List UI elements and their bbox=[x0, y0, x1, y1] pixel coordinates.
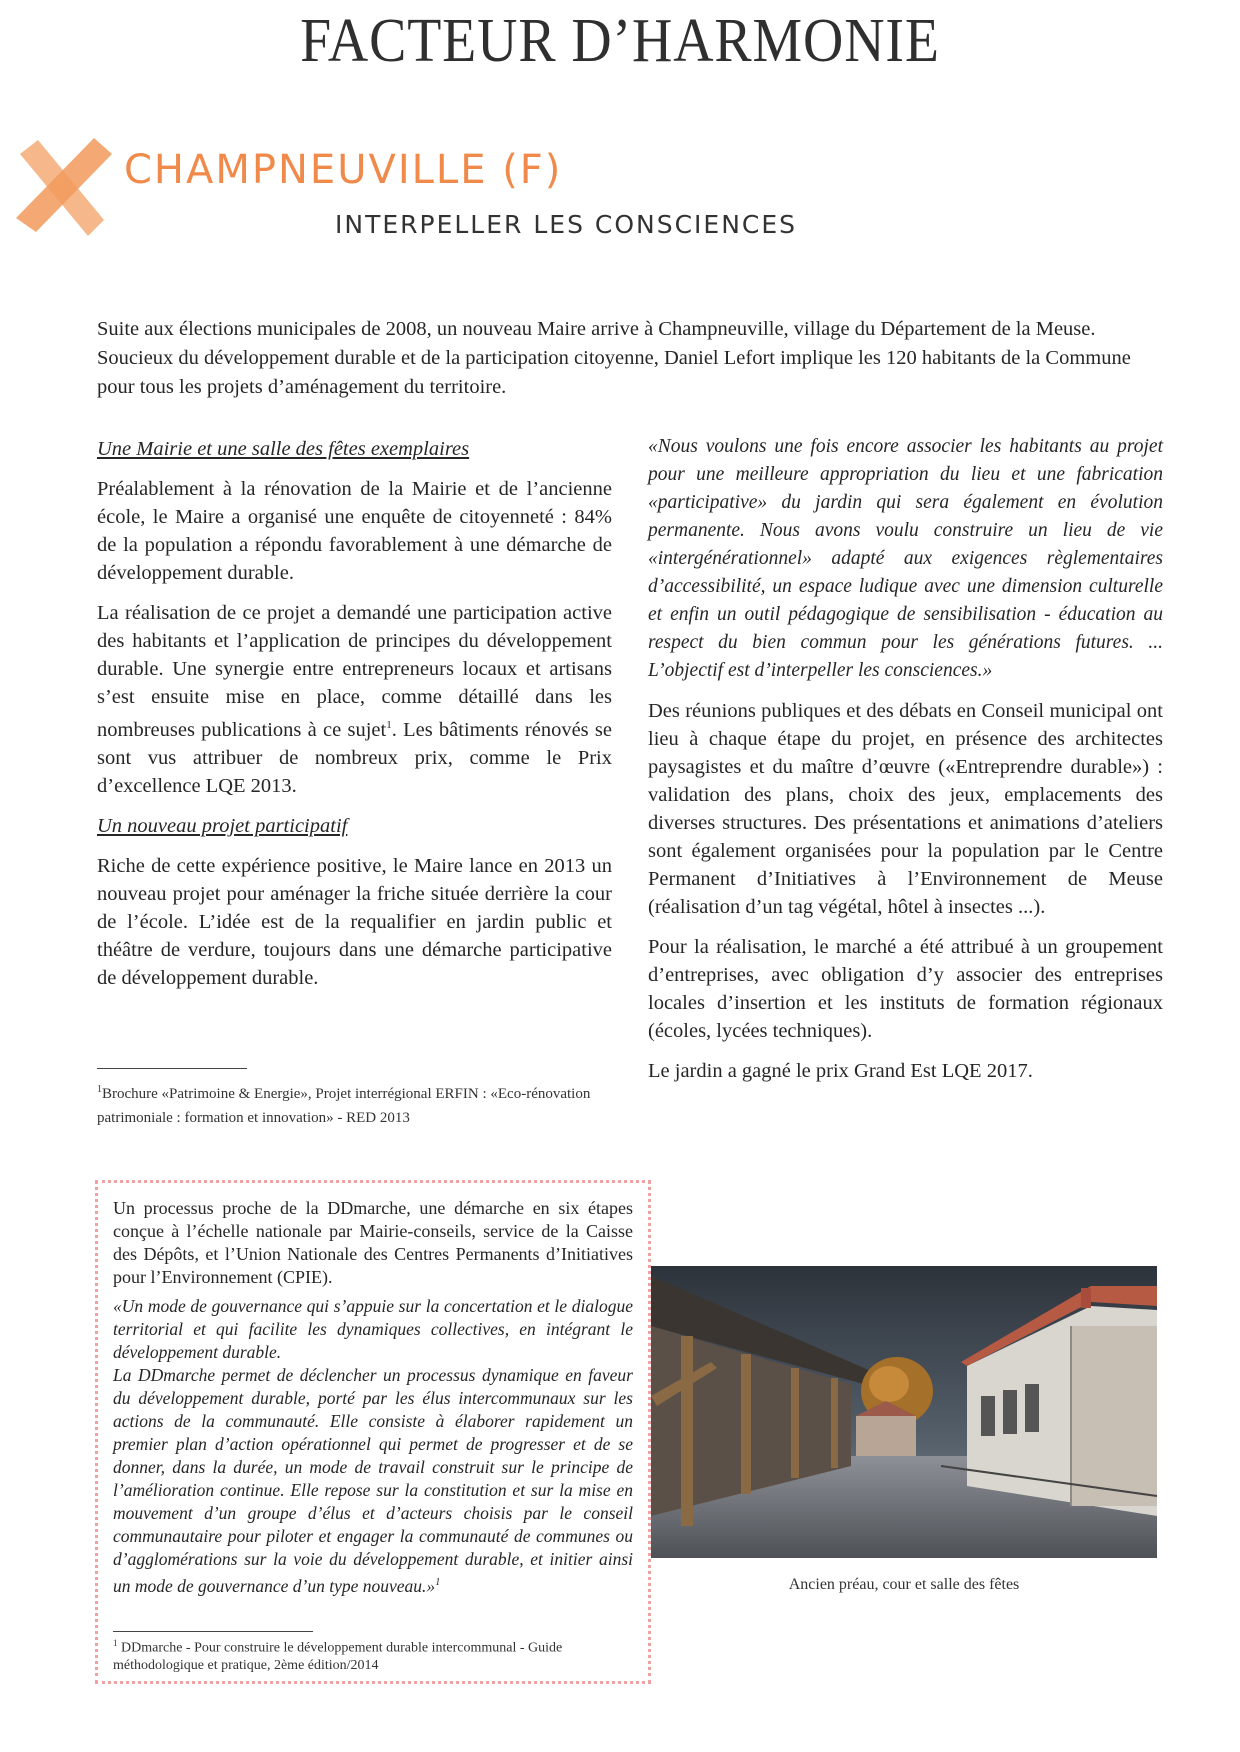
courtyard-photo bbox=[651, 1266, 1157, 1558]
ddmarche-box bbox=[95, 1180, 651, 1684]
footnote-text: DDmarche - Pour construire le développement durable intercommunal - Guide méthodologique et pratique, 2ème édition/2014 bbox=[113, 1640, 563, 1673]
footnote-text: Brochure «Patrimoine & Energie», Projet interrégional ERFIN : «Eco-rénovation patrimoniale : formation et innovation» - RED 2013 bbox=[97, 1086, 591, 1126]
section-heading: Une Mairie et une salle des fêtes exemplaires bbox=[97, 438, 470, 460]
footnote bbox=[97, 1078, 617, 1130]
orange-cross-icon bbox=[8, 132, 118, 242]
article-title: CHAMPNEUVILLE (F) bbox=[124, 147, 563, 193]
box-footnote-divider bbox=[113, 1631, 313, 1632]
left-column bbox=[97, 435, 612, 1004]
footnote-ref: 1 bbox=[386, 719, 392, 731]
box-quote bbox=[113, 1364, 633, 1598]
paragraph: Riche de cette expérience positive, le Maire lance en 2013 un nouveau projet pour aménager la friche située derrière la cour de l’école. L’idée est de la requalifier en jardin public et théâtre de verdure, toujours dans une démarche participative de développement durable. bbox=[97, 854, 612, 989]
footnote-number: 1 bbox=[113, 1638, 118, 1648]
masthead-title: FACTEUR D’HARMONIE bbox=[300, 7, 940, 75]
paragraph-text: La réalisation de ce projet a demandé une participation active des habitants et l’application de principes du développement durable. Une synergie entre entrepreneurs locaux et artisans s’est ensuite mise en place, comme détaillé dans les nombreuses publications à ce sujet bbox=[97, 602, 612, 741]
ddmarche-box-content bbox=[113, 1197, 633, 1604]
footnote-ref: 1 bbox=[435, 1577, 441, 1588]
paragraph: Pour la réalisation, le marché a été attribué à un groupement d’entreprises, avec obligation d’y associer des entreprises locales d’insertion et les instituts de formation régionaux (écoles, lycées techniques). bbox=[648, 936, 1163, 1042]
box-footnote bbox=[113, 1635, 633, 1674]
mayor-quote: «Nous voulons une fois encore associer les habitants au projet pour une meilleure appropriation du lieu et une fabrication «participative» du jardin qui sera également en évolution permanente. Nous avons voulu construire un lieu de vie «intergénérationnel» adapté aux exigences règlementaires d’accessibilité, un espace ludique avec une dimension culturelle et enfin un outil pédagogique de sensibilisation - éducation au respect du bien commun pour les générations futures. ... L’objectif est d’interpeller les consciences.» bbox=[648, 436, 1163, 681]
photo-caption: Ancien préau, cour et salle des fêtes bbox=[788, 1576, 1020, 1593]
box-lead: Un processus proche de la DDmarche, une démarche en six étapes conçue à l’échelle nationale par Mairie-conseils, service de la Caisse des Dépôts, et l’Union Nationale des Centres Permanents d’Initiatives pour l’Environnement (CPIE). bbox=[113, 1198, 633, 1287]
paragraph: Préalablement à la rénovation de la Mairie et de l’ancienne école, le Maire a organisé une enquête de citoyenneté : 84% de la population a répondu favorablement à une démarche de développement durable. bbox=[97, 478, 612, 584]
paragraph: Le jardin a gagné le prix Grand Est LQE 2017. bbox=[648, 1060, 1033, 1082]
paragraph bbox=[97, 599, 612, 800]
article-subtitle: INTERPELLER LES CONSCIENCES bbox=[335, 210, 798, 239]
right-column bbox=[648, 433, 1163, 1097]
box-quote-part: La DDmarche permet de déclencher un processus dynamique en faveur du développement durable, porté par les élus intercommunaux sur les actions de la communauté. Elle consiste à élaborer rapidement un premier plan d’action opérationnel qui permet de progresser et de se donner, dans la durée, un mode de travail construit sur le principe de l’amélioration continue. Elle repose sur la constitution et sur la mise en mouvement d’un groupe d’élus et d’acteurs choisis par le conseil communautaire pour piloter et engager la communauté de communes ou d’agglomérations sur la voie du développement durable, et initier ainsi un mode de gouvernance d’un type nouveau.» bbox=[113, 1365, 633, 1596]
box-quote-part: «Un mode de gouvernance qui s’appuie sur la concertation et le dialogue territorial et qui facilite les dynamiques collectives, en intégrant le développement durable. bbox=[113, 1296, 633, 1362]
footnote-divider bbox=[97, 1068, 247, 1069]
intro-paragraph: Suite aux élections municipales de 2008, un nouveau Maire arrive à Champneuville, village du Département de la Meuse. Soucieux du développement durable et de la participation citoyenne, Daniel Lefort implique les 120 habitants de la Commune pour tous les projets d’aménagement du territoire. bbox=[97, 318, 1131, 398]
paragraph: Des réunions publiques et des débats en Conseil municipal ont lieu à chaque étape du projet, en présence des architectes paysagistes et du maître d’œuvre («Entreprendre durable») : validation des plans, choix des jeux, emplacements des diverses structures. Des présentations et animations d’ateliers sont également organisées pour la population par le Centre Permanent d’Initiatives à l’Environnement de Meuse (réalisation d’un tag végétal, hôtel à insectes ...). bbox=[648, 700, 1163, 918]
paragraph-text: . Les bâtiments rénovés se sont vus attribuer de nombreux prix, comme le Prix d’excellence LQE 2013. bbox=[97, 718, 612, 797]
box-quote bbox=[113, 1295, 633, 1364]
footnote-number: 1 bbox=[97, 1084, 102, 1095]
section-heading: Un nouveau projet participatif bbox=[97, 814, 348, 837]
